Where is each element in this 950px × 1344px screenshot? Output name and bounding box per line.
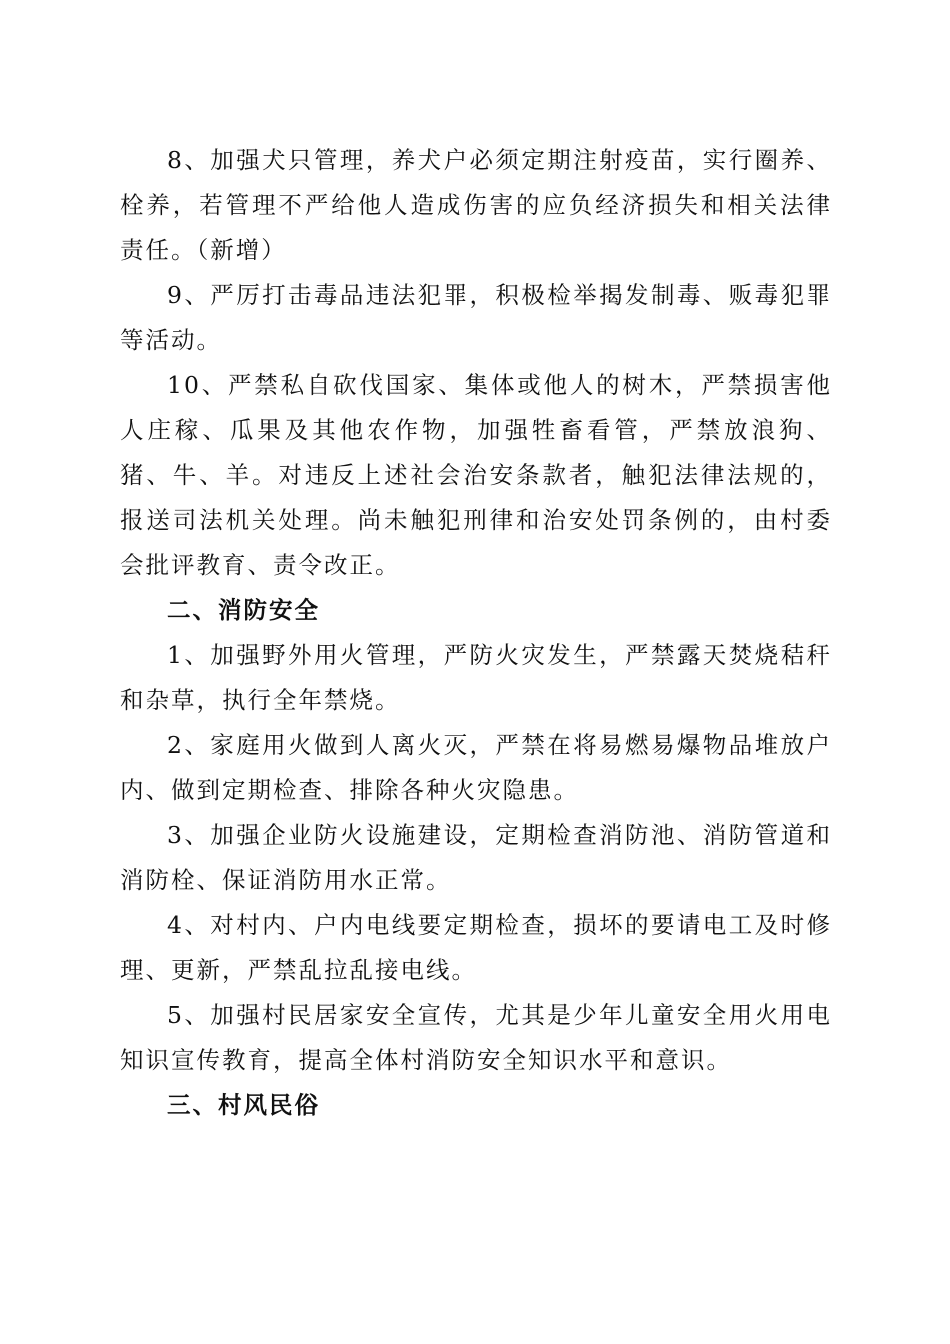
fire-item-1: 1、加强野外用火管理，严防火灾发生，严禁露天焚烧秸秆和杂草，执行全年禁烧。 [120, 641, 832, 714]
item-10-property-protection: 10、严禁私自砍伐国家、集体或他人的树木，严禁损害他人庄稼、瓜果及其他农作物，加强牲畜看管，严禁放浪狗、猪、牛、羊。对违反上述社会治安条款者，触犯法律法规的，报送司法机关处理。尚未触犯刑律和治安处罚条例的，由村委会批评教育、责令改正。 [120, 371, 832, 579]
fire-item-4: 4、对村内、户内电线要定期检查，损坏的要请电工及时修理、更新，严禁乱拉乱接电线。 [120, 911, 832, 984]
section-heading-fire-safety: 二、消防安全 [167, 596, 320, 624]
fire-item-5: 5、加强村民居家安全宣传，尤其是少年儿童安全用火用电知识宣传教育，提高全体村消防安全知识水平和意识。 [120, 1001, 832, 1074]
section-heading-village-customs: 三、村风民俗 [167, 1091, 320, 1119]
document-page [120, 138, 832, 1128]
fire-item-3: 3、加强企业防火设施建设，定期检查消防池、消防管道和消防栓、保证消防用水正常。 [120, 821, 832, 894]
item-8-dog-management: 8、加强犬只管理，养犬户必须定期注射疫苗，实行圈养、栓养，若管理不严给他人造成伤害的应负经济损失和相关法律责任。（新增） [120, 146, 832, 264]
item-9-anti-drug: 9、严厉打击毒品违法犯罪，积极检举揭发制毒、贩毒犯罪等活动。 [120, 281, 832, 354]
fire-item-2: 2、家庭用火做到人离火灭，严禁在将易燃易爆物品堆放户内、做到定期检查、排除各种火灾隐患。 [120, 731, 832, 804]
